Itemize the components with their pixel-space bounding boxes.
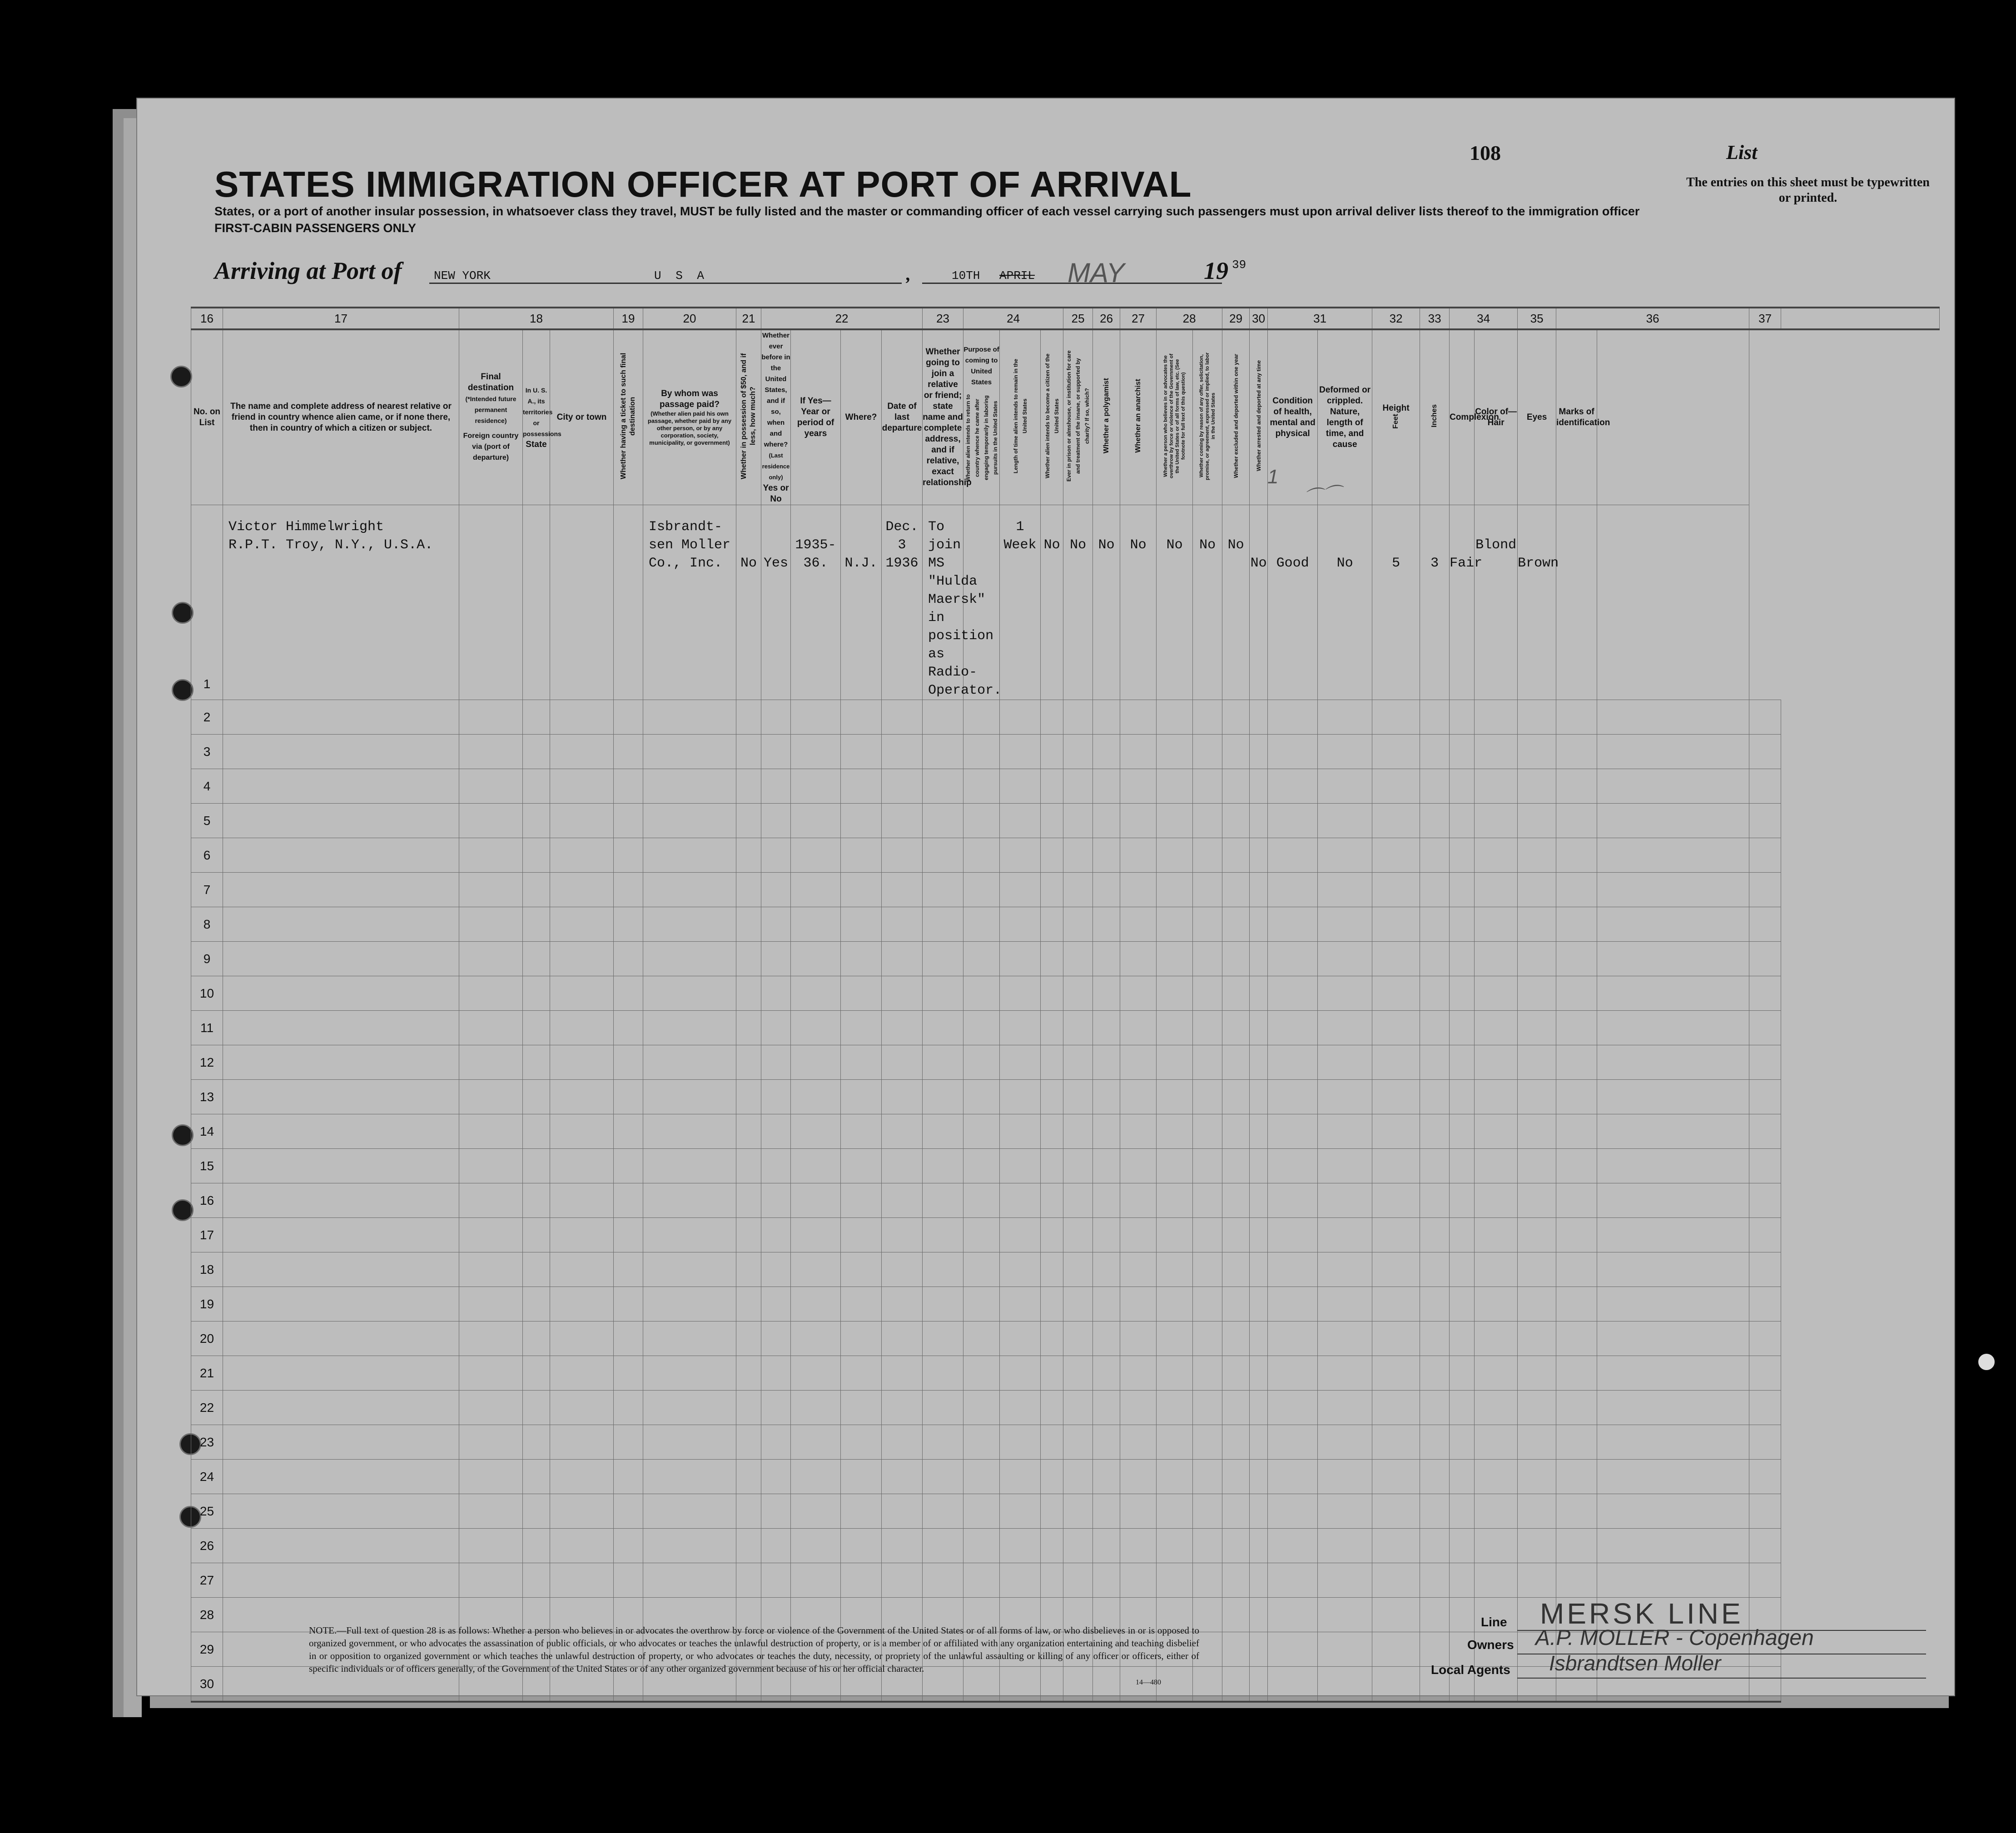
header-date-last-departure: Date of last departure — [882, 329, 923, 505]
subtitle: States, or a port of another insular possession, in whatsoever class they travel, MUST be fully listed and the master or commanding officer of each vessel carrying such passengers must upon arrival deliver lists thereof to the immigration officer — [214, 204, 1640, 218]
header-nearest-relative: The name and complete address of nearest relative or friend in country whence alien came, or if none there, then in country of which a citizen or subject. — [223, 329, 459, 505]
table-row — [191, 1149, 1940, 1183]
country-typed: U S A — [654, 269, 708, 283]
row-number: 25 — [191, 1494, 223, 1529]
header-year-period: If Yes— Year or period of years — [791, 329, 841, 505]
table-row — [191, 1252, 1940, 1287]
last-departure-cell: Dec. 3 1936 — [882, 505, 923, 700]
table-row — [191, 1425, 1940, 1460]
day-typed: 10TH — [952, 269, 980, 283]
row-number: 18 — [191, 1252, 223, 1287]
row-number: 10 — [191, 976, 223, 1011]
nearest-relative-cell: Victor Himmelwright R.P.T. Troy, N.Y., U.S.A. — [223, 505, 459, 700]
row-number: 2 — [191, 700, 223, 735]
excluded-cell: No — [1222, 505, 1250, 700]
punch-hole — [170, 366, 192, 387]
table-row — [191, 873, 1940, 907]
table-row — [191, 1321, 1940, 1356]
row-number: 28 — [191, 1598, 223, 1632]
header-coming-by-reason: Whether coming by reason of any offer, solicitation, promise, or agreement, expressed or implied, to labor in the United States — [1193, 329, 1222, 505]
punch-hole — [172, 602, 194, 624]
list-note: The entries on this sheet must be typewritten or printed. — [1686, 175, 1930, 205]
header-eyes: Eyes — [1518, 329, 1556, 505]
years-cell: 1935- 36. — [791, 505, 841, 700]
agents-underline — [1517, 1678, 1926, 1679]
table-row — [191, 1460, 1940, 1494]
header-prison: Ever in prison or almshouse, or institution for care and treatment of the insane, or supported by charity? If so, which? — [1063, 329, 1093, 505]
table-row — [191, 1563, 1940, 1598]
header-excluded: Whether excluded and deported within one year — [1222, 329, 1250, 505]
header-feet: Height Feet — [1372, 329, 1420, 505]
list-label: List — [1726, 141, 1758, 164]
table-row — [191, 505, 1940, 700]
header-ticket: Whether having a ticket to such final destination — [614, 329, 643, 505]
eyes-cell: Brown — [1518, 505, 1556, 700]
row-number: 6 — [191, 838, 223, 873]
agents-label: Local Agents — [1431, 1663, 1510, 1677]
row-number: 21 — [191, 1356, 223, 1391]
punch-hole — [172, 1124, 194, 1146]
row-number: 5 — [191, 804, 223, 838]
punch-hole — [172, 1199, 194, 1221]
line-label: Line — [1481, 1615, 1507, 1629]
header-fifty-dollars: Whether in possession of $50, and if less, how much? — [736, 329, 761, 505]
fifty-dollars-cell: No — [736, 505, 761, 700]
punch-hole — [1978, 1354, 1995, 1370]
column-header-row — [191, 329, 1940, 505]
row-number: 8 — [191, 907, 223, 942]
become-citizen-cell: No — [1041, 505, 1063, 700]
punch-hole — [172, 679, 194, 701]
handwritten-scribble: ⌒⌒ — [1302, 483, 1344, 510]
row-number: 4 — [191, 769, 223, 804]
anarchist-cell: No — [1120, 505, 1157, 700]
owners-label: Owners — [1467, 1638, 1514, 1652]
health-cell: Good — [1268, 505, 1318, 700]
footnote: NOTE.—Full text of question 28 is as follows: Whether a person who believes in or advocates the overthrow by force or violence of the Government of the United States or of all forms of law, or who disbelieves in or is opposed to organized government, or who advocates the assassination of public officials, or who advocates or teaches the unlawful destruction of property, or is a member of or affiliated with any organization entertaining and teaching disbelief in or opposition to organized government or which teaches the unlawful destruction of property, or who advocates or teaches the duty, necessity, or propriety of the unlawful assaulting or killing of any officer or officers, either of specific individuals or of officers generally, of the Government of the United States or of any other organized government because of his or her official character. — [309, 1625, 1199, 1674]
month-handwritten: MAY — [1068, 258, 1125, 288]
table-row — [191, 1045, 1940, 1080]
table-row — [191, 769, 1940, 804]
header-no-on-list: No. on List — [191, 329, 223, 505]
table-row — [191, 1494, 1940, 1529]
table-row — [191, 976, 1940, 1011]
header-inches: Inches — [1420, 329, 1450, 505]
handwritten-mark: 1 — [1267, 466, 1279, 488]
header-overthrow: Whether a person who believes in or advocates the overthrow by force or violence of the Government of the United States or of all forms of law, etc. (See footnote for full text of this question) — [1157, 329, 1193, 505]
arrested-cell: No — [1250, 505, 1268, 700]
row-number: 20 — [191, 1321, 223, 1356]
row-number: 26 — [191, 1529, 223, 1563]
header-anarchist: Whether an anarchist — [1120, 329, 1157, 505]
row-number: 11 — [191, 1011, 223, 1045]
header-deformed: Deformed or crippled. Nature, length of time, and cause — [1318, 329, 1372, 505]
feet-cell: 5 — [1372, 505, 1420, 700]
page-title: STATES IMMIGRATION OFFICER AT PORT OF ARRIVAL — [214, 164, 1192, 204]
header-join-relative: Whether going to join a relative or friend; state name and complete address, and if relative, exact relationship — [923, 329, 963, 505]
owners-value: A.P. MOLLER - Copenhagen — [1535, 1626, 1814, 1650]
table-row — [191, 1391, 1940, 1425]
header-passage-paid: By whom was passage paid? (Whether alien paid his own passage, whether paid by any other person, or by any corporation, society, municipality, or government) — [643, 329, 736, 505]
header-hair: Color of— Hair — [1475, 329, 1518, 505]
subtitle-first-cabin: FIRST-CABIN PASSENGERS ONLY — [214, 221, 417, 235]
row-number: 15 — [191, 1149, 223, 1183]
row-number: 30 — [191, 1667, 223, 1702]
row-number: 16 — [191, 1183, 223, 1218]
row-number: 9 — [191, 942, 223, 976]
row-number: 27 — [191, 1563, 223, 1598]
table-row — [191, 907, 1940, 942]
header-length-of-stay: Length of time alien intends to remain in the United States — [1000, 329, 1041, 505]
length-of-stay-cell: 1 Week — [1000, 505, 1041, 700]
row-number: 7 — [191, 873, 223, 907]
row-number: 29 — [191, 1632, 223, 1667]
table-row — [191, 700, 1940, 735]
header-foreign-country: Final destination (*Intended future permanent residence) Foreign country via (port of departure) — [459, 329, 523, 505]
table-row — [191, 1080, 1940, 1114]
table-row — [191, 942, 1940, 976]
row-number: 19 — [191, 1287, 223, 1321]
header-polygamist: Whether a polygamist — [1093, 329, 1120, 505]
row-number: 17 — [191, 1218, 223, 1252]
list-number: 108 — [1470, 141, 1501, 164]
table-row — [191, 1287, 1940, 1321]
row-number: 14 — [191, 1114, 223, 1149]
header-arrested: Whether arrested and deported at any time — [1250, 329, 1268, 505]
table-row — [191, 1529, 1940, 1563]
row-number: 12 — [191, 1045, 223, 1080]
row-number: 3 — [191, 735, 223, 769]
row-number: 1 — [191, 505, 223, 700]
header-yes-no: Whether ever before in the United States, and if so, when and where? (Last residence only) Yes or No — [761, 329, 791, 505]
where-cell: N.J. — [841, 505, 882, 700]
table-row — [191, 1218, 1940, 1252]
form-number: 14—480 — [1136, 1679, 1161, 1686]
table-row — [191, 804, 1940, 838]
port-underline — [429, 283, 902, 284]
inches-cell: 3 — [1420, 505, 1450, 700]
year-typed: 39 — [1232, 258, 1246, 272]
agents-value: Isbrandtsen Moller — [1549, 1651, 1721, 1675]
header-become-citizen: Whether alien intends to become a citizen of the United States — [1041, 329, 1063, 505]
table-row — [191, 1356, 1940, 1391]
line-value: MERSK LINE — [1540, 1597, 1743, 1630]
complexion-cell: Fair — [1450, 505, 1475, 700]
header-city-or-town: City or town — [550, 329, 614, 505]
table-row — [191, 1114, 1940, 1149]
header-state: In U. S. A., its territories or possessions State — [523, 329, 550, 505]
join-relative-cell: To join MS "Hulda Maersk" in position as Radio- Operator. — [923, 505, 963, 700]
header-condition: Condition of health, mental and physical — [1268, 329, 1318, 505]
deformed-cell: No — [1318, 505, 1372, 700]
passage-paid-cell: Isbrandt- sen Moller Co., Inc. — [643, 505, 736, 700]
port-typed: NEW YORK — [434, 269, 491, 283]
comma: , — [906, 264, 911, 284]
row-number: 22 — [191, 1391, 223, 1425]
ever-before-cell: Yes — [761, 505, 791, 700]
polygamist-cell: No — [1093, 505, 1120, 700]
header-complexion: Complexion — [1450, 329, 1475, 505]
coming-by-reason-cell: No — [1193, 505, 1222, 700]
column-number-row: 16 17 18 19 20 21 22 23 24 25 26 27 28 29 30 31 32 33 34 35 36 37 — [191, 308, 1940, 329]
month-struck: APRIL — [999, 269, 1035, 283]
table-row — [191, 1183, 1940, 1218]
manifest-table — [191, 307, 1940, 1703]
row-number: 24 — [191, 1460, 223, 1494]
arriving-label: Arriving at Port of — [214, 257, 402, 284]
row-number: 23 — [191, 1425, 223, 1460]
table-row — [191, 838, 1940, 873]
hair-cell: Blond — [1475, 505, 1518, 700]
header-marks: Marks of identification — [1556, 329, 1597, 505]
table-row — [191, 735, 1940, 769]
table-row — [191, 1011, 1940, 1045]
row-number: 13 — [191, 1080, 223, 1114]
prison-cell: No — [1063, 505, 1093, 700]
header-purpose: Purpose of coming to United States Whether alien intends to return to country whence he came after engaging temporarily in laboring pursuits in the United States — [963, 329, 1000, 505]
header-where: Where? — [841, 329, 882, 505]
overthrow-cell: No — [1157, 505, 1193, 700]
year-printed: 19 — [1204, 257, 1228, 284]
